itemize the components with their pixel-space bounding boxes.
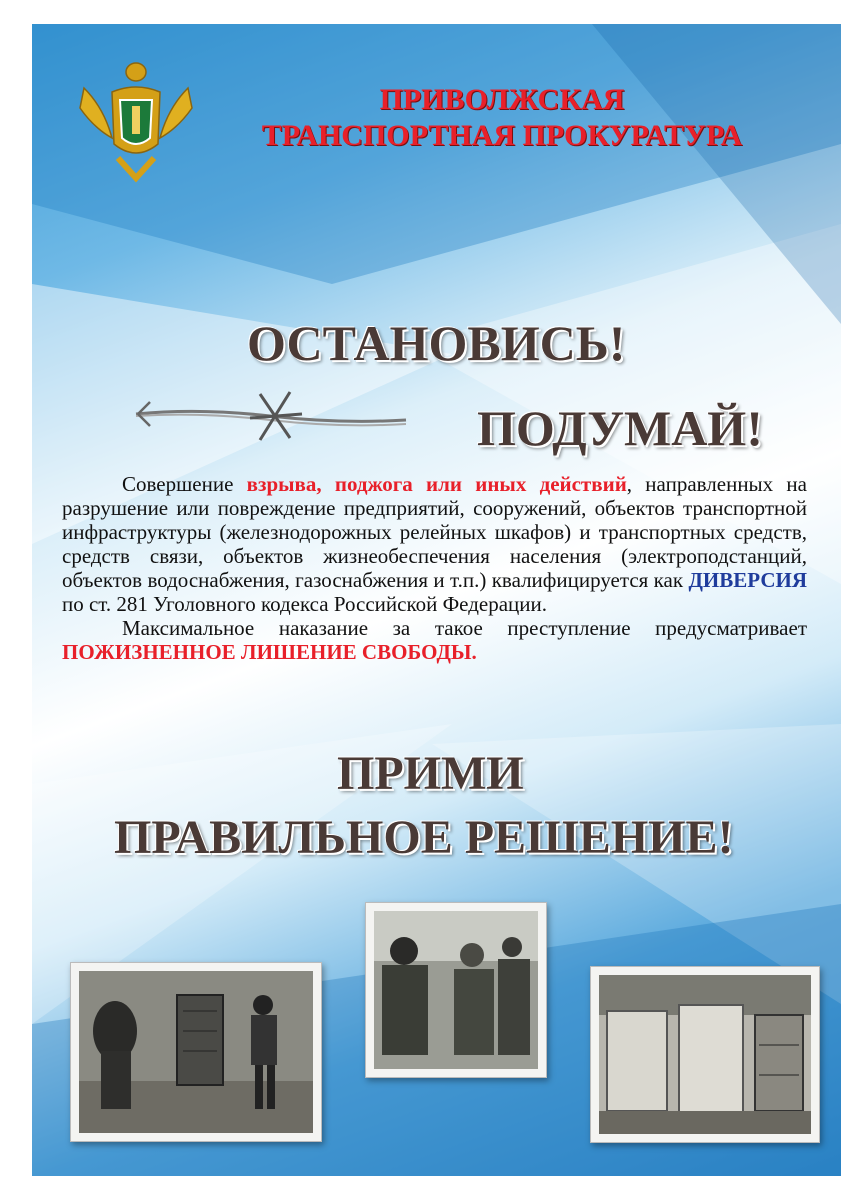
punishment-highlight: ПОЖИЗНЕННОЕ ЛИШЕНИЕ СВОБОДЫ. [62,640,477,664]
relay-cabinets-photo-icon [599,975,811,1134]
police-officers-group-photo [365,902,547,1078]
saboteurs-at-relay-cabinet-photo [70,962,322,1142]
paragraph-offense-end: по ст. 281 Уголовного кодекса Российской Федерации. [62,592,547,616]
organization-title-line2: ТРАНСПОРТНАЯ ПРОКУРАТУРА [261,119,743,152]
paragraph-offense [62,472,807,616]
crime-term: ДИВЕРСИЯ [688,568,807,592]
slogan-think: ПОДУМАЙ! [477,400,763,456]
relay-cabinets-photo [590,966,820,1143]
barbed-wire-icon [130,374,410,454]
offense-highlight: взрыва, поджога или иных действий [246,472,627,496]
paragraph-offense-start: Совершение [122,472,247,496]
prosecutor-eagle-emblem-icon [74,58,198,188]
paragraph-offense-middle: , направленных на разрушение или повреждение предприятий, сооружений, объектов транспортной инфраструктуры (железнодорожных релейных шкафов) и транспортных средств, средств связи, объектов жизнеобеспечения населения (электроподстанций, объектов водоснабжения, газоснабжения и т.п.) квалифицируется как [62,472,807,592]
call-to-action-line2: ПРАВИЛЬНОЕ РЕШЕНИЕ! [114,811,734,864]
saboteurs-photo-icon [79,971,313,1133]
body-text [62,472,807,664]
paragraph-punishment-start: Максимальное наказание за такое преступление предусматривает [122,616,807,640]
organization-title-line1: ПРИВОЛЖСКАЯ [379,83,625,116]
poster [32,24,841,1176]
paragraph-punishment [62,616,807,664]
organization-title [202,82,802,154]
police-officers-photo-icon [374,911,538,1069]
call-to-action-line1: ПРИМИ [337,747,524,800]
slogan-stop: ОСТАНОВИСЬ! [247,315,626,371]
